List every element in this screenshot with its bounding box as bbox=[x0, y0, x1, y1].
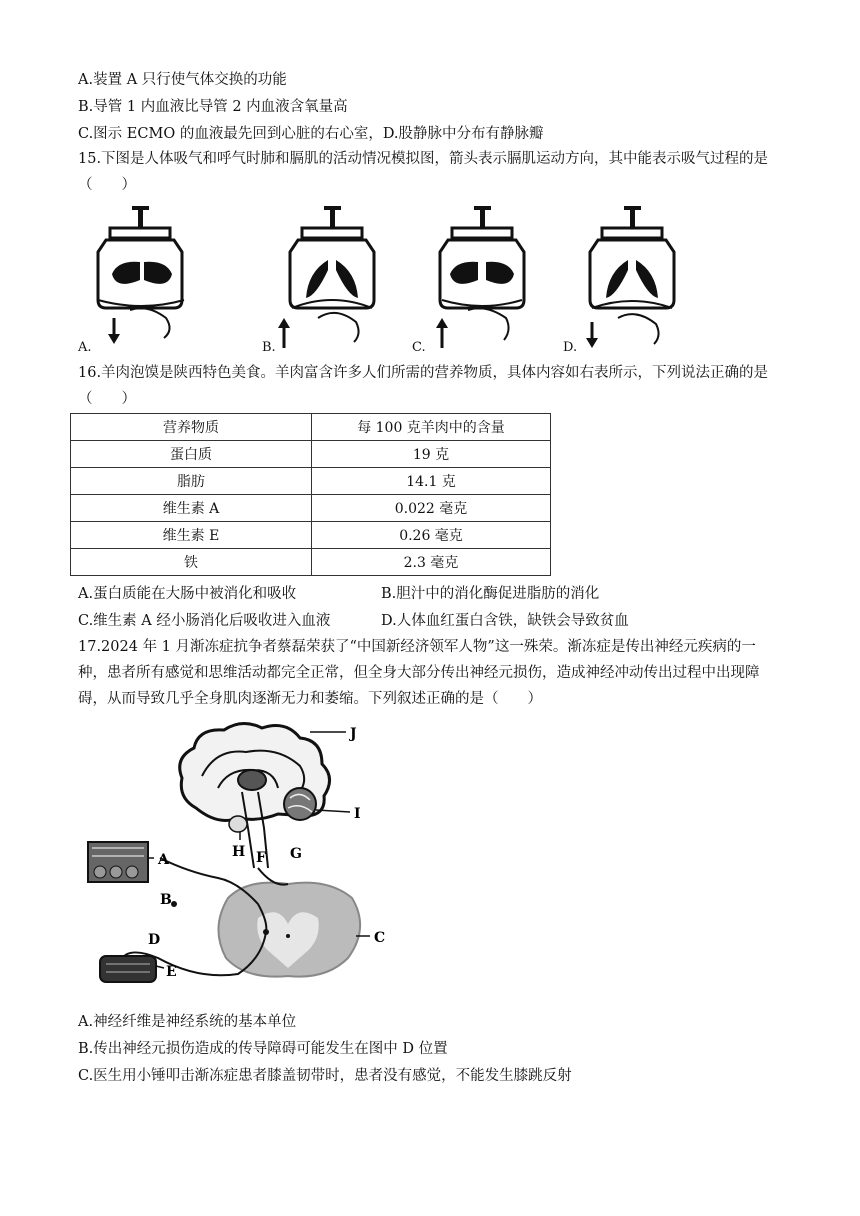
table-cell: 蛋白质 bbox=[71, 441, 312, 468]
label-a: A bbox=[158, 852, 169, 868]
label-d: D bbox=[148, 932, 161, 948]
table-cell: 14.1 克 bbox=[312, 468, 551, 495]
label-i: I bbox=[354, 806, 361, 822]
q17-stem: 17.2024 年 1 月渐冻症抗争者蔡磊荣获了“中国新经济领军人物”这一殊荣。渐冻症是传出神经元疾病的一种，患者所有感觉和思维活动都完全正常，但全身大部分传出神经元损伤，造成神经冲动传出过程中出现障碍，从而导致几乎全身肌肉逐渐无力和萎缩。下列叙述正确的是（ ） bbox=[78, 639, 760, 707]
q15-fig-a bbox=[98, 206, 184, 344]
q14-option-cd: C.图示 ECMO 的血液最先回到心脏的右心室，D.股静脉中分布有静脉瓣 bbox=[78, 126, 544, 142]
q15-label-b: B. bbox=[262, 340, 276, 355]
q15-label-c: C. bbox=[412, 340, 426, 355]
q16-options-row2 bbox=[78, 611, 629, 631]
q16-option-d: D.人体血红蛋白含铁，缺铁会导致贫血 bbox=[381, 613, 629, 629]
effector-muscle bbox=[100, 956, 156, 982]
q15-fig-b bbox=[278, 206, 374, 348]
label-e: E bbox=[166, 964, 177, 980]
label-h: H bbox=[232, 844, 246, 860]
q15-figures bbox=[78, 200, 698, 358]
label-j: J bbox=[350, 726, 357, 742]
receptor-skin bbox=[88, 842, 148, 882]
nutrition-table bbox=[70, 413, 551, 576]
table-row bbox=[71, 495, 551, 522]
table-row bbox=[71, 549, 551, 576]
label-f: F bbox=[256, 850, 266, 866]
q17-option-c: C.医生用小锤叩击渐冻症患者膝盖韧带时，患者没有感觉，不能发生膝跳反射 bbox=[78, 1068, 572, 1084]
q14-option-a: A.装置 A 只行使气体交换的功能 bbox=[78, 72, 287, 88]
q17-option-b: B.传出神经元损伤造成的传导障碍可能发生在图中 D 位置 bbox=[78, 1041, 448, 1057]
table-row bbox=[71, 441, 551, 468]
q14-option-b: B.导管 1 内血液比导管 2 内血液含氧量高 bbox=[78, 99, 348, 115]
table-cell: 维生素 E bbox=[71, 522, 312, 549]
q16-stem: 16.羊肉泡馍是陕西特色美食。羊肉富含许多人们所需的营养物质，具体内容如右表所示，下列说法正确的是（ ） bbox=[78, 365, 769, 407]
table-cell: 2.3 毫克 bbox=[312, 549, 551, 576]
q16-options-row1 bbox=[78, 584, 600, 604]
nervous-system-figure bbox=[78, 718, 408, 1008]
table-header: 营养物质 bbox=[71, 414, 312, 441]
label-g: G bbox=[290, 846, 302, 862]
q17-option-a: A.神经纤维是神经系统的基本单位 bbox=[78, 1014, 297, 1030]
label-c: C bbox=[374, 930, 386, 946]
q16-option-b: B.胆汁中的消化酶促进脂肪的消化 bbox=[381, 586, 600, 602]
q15-label-d: D. bbox=[563, 340, 578, 355]
table-cell: 0.022 毫克 bbox=[312, 495, 551, 522]
q15-stem: 15.下图是人体吸气和呼气时肺和膈肌的活动情况模拟图，箭头表示膈肌运动方向，其中能表示吸气过程的是（ ） bbox=[78, 151, 769, 193]
q15-fig-c bbox=[436, 206, 524, 348]
q16-option-a: A.蛋白质能在大肠中被消化和吸收 bbox=[78, 586, 297, 602]
table-cell: 0.26 毫克 bbox=[312, 522, 551, 549]
table-cell: 脂肪 bbox=[71, 468, 312, 495]
label-b: B bbox=[160, 892, 172, 908]
table-row bbox=[71, 522, 551, 549]
cerebellum bbox=[284, 788, 316, 820]
q16-option-c: C.维生素 A 经小肠消化后吸收进入血液 bbox=[78, 613, 331, 629]
table-cell: 维生素 A bbox=[71, 495, 312, 522]
table-header-row bbox=[71, 414, 551, 441]
table-header: 每 100 克羊肉中的含量 bbox=[312, 414, 551, 441]
table-cell: 铁 bbox=[71, 549, 312, 576]
q15-label-a: A. bbox=[78, 340, 92, 355]
table-row bbox=[71, 468, 551, 495]
table-cell: 19 克 bbox=[312, 441, 551, 468]
q15-fig-d bbox=[586, 206, 674, 348]
